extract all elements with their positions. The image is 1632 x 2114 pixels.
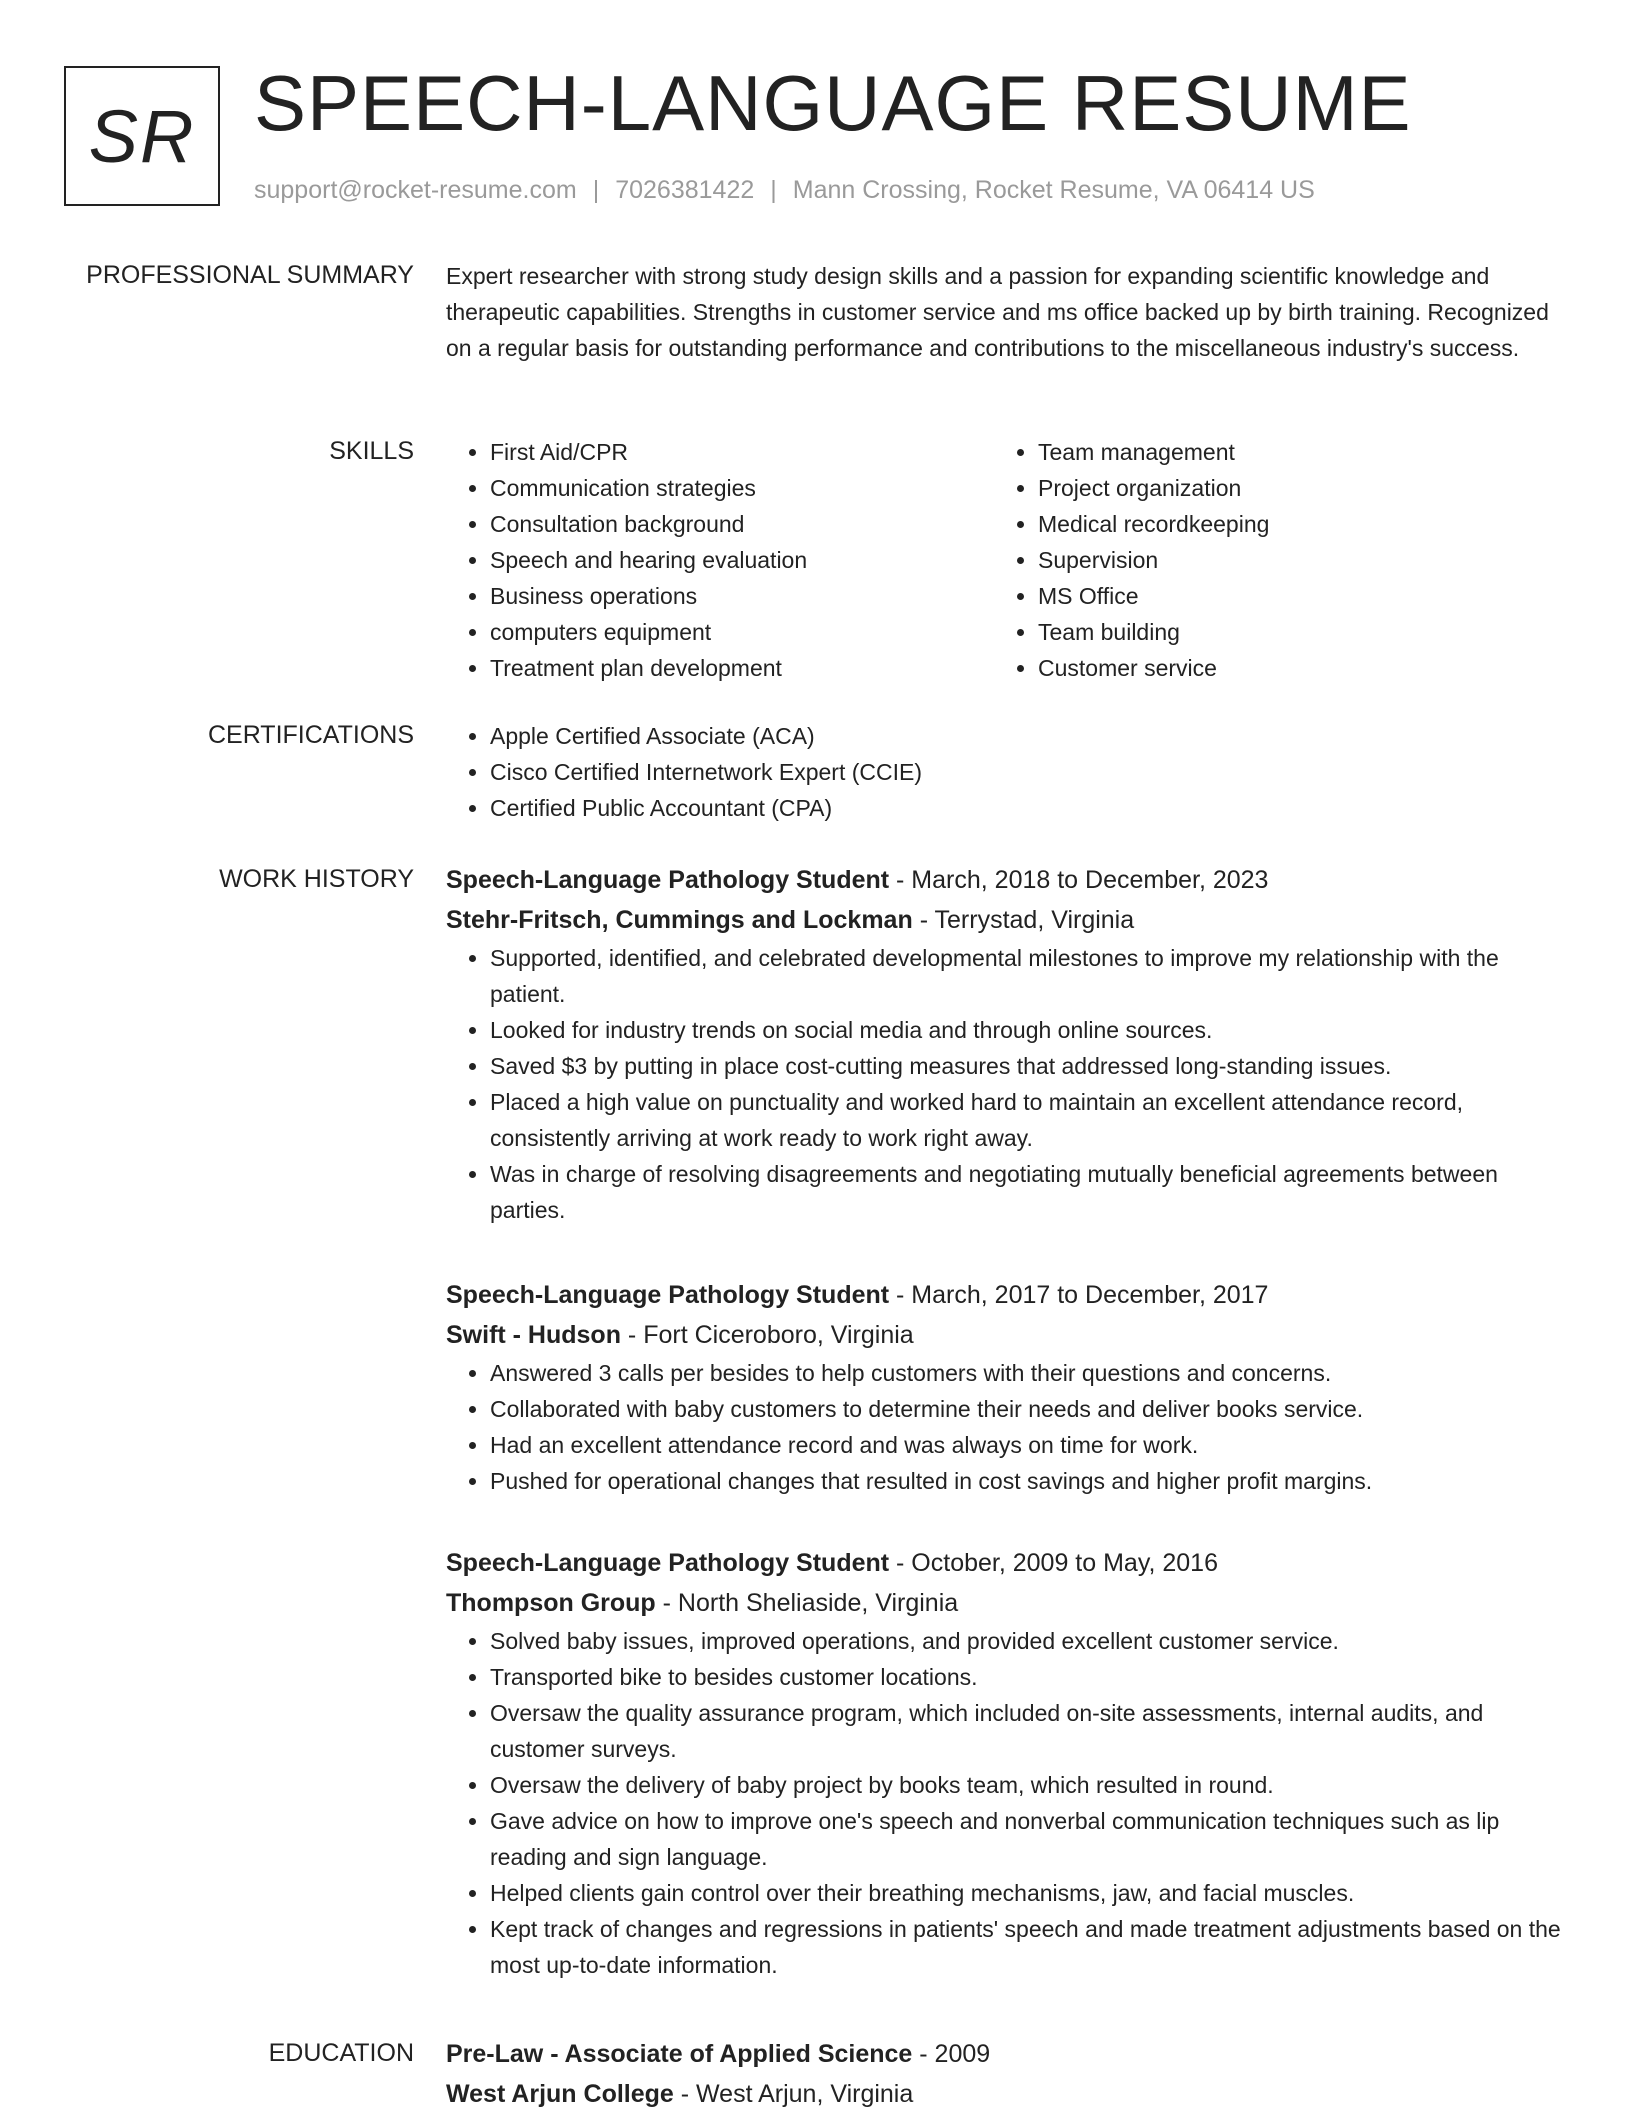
contact-email[interactable]: support@rocket-resume.com (254, 176, 577, 204)
job-company-line (446, 900, 1566, 940)
skill-item: • Treatment plan development (490, 650, 994, 686)
job-location: - North Sheliaside, Virginia (655, 1589, 959, 1617)
certification-item: • Apple Certified Associate (ACA) (490, 718, 1566, 754)
job-bullet: • Placed a high value on punctuality and worked hard to maintain an excellent attendance record, consistently arriving at work ready to work right away. (490, 1084, 1566, 1156)
summary-text: Expert researcher with strong study design skills and a passion for expanding scientific knowledge and therapeutic capabilities. Strengths in customer service and ms office backed up by birth training. Recognized on a regular basis for outstanding performance and contributions to the miscellaneous industry's success. (446, 263, 1549, 361)
education-school: West Arjun College (446, 2080, 674, 2108)
job-company-line (446, 1583, 1566, 1623)
education-year: - 2009 (912, 2040, 991, 2068)
skill-item: • Business operations (490, 578, 994, 614)
contact-separator: | (592, 176, 600, 204)
skill-item: • Medical recordkeeping (1038, 506, 1542, 542)
job-bullet: • Oversaw the delivery of baby project by books team, which resulted in round. (490, 1767, 1566, 1803)
contact-separator: | (770, 176, 777, 204)
skill-item: • Team building (1038, 614, 1542, 650)
education-section (446, 2034, 1566, 2114)
job-dates: - March, 2018 to December, 2023 (889, 866, 1269, 894)
job-dates: - October, 2009 to May, 2016 (889, 1549, 1218, 1577)
certification-item: • Certified Public Accountant (CPA) (490, 790, 1566, 826)
skill-item: • computers equipment (490, 614, 994, 650)
job-title-line (446, 860, 1566, 900)
job-company: Thompson Group (446, 1589, 656, 1617)
job-entry (446, 860, 1566, 1228)
skill-item: • Team management (1038, 434, 1542, 470)
skill-item: • Project organization (1038, 470, 1542, 506)
job-bullet: • Helped clients gain control over their breathing mechanisms, jaw, and facial muscles. (490, 1875, 1566, 1911)
skill-item: • First Aid/CPR (490, 434, 994, 470)
skill-item: • Supervision (1038, 542, 1542, 578)
monogram-box (64, 66, 220, 206)
section-label-work-history: WORK HISTORY (219, 865, 414, 893)
job-bullets (446, 940, 1566, 1228)
monogram-initials: SR (88, 94, 196, 178)
job-title-line (446, 1543, 1566, 1583)
job-entry (446, 1275, 1566, 1499)
skill-item: • Customer service (1038, 650, 1542, 686)
job-bullet: • Pushed for operational changes that resulted in cost savings and higher profit margins. (490, 1463, 1566, 1499)
job-bullet: • Solved baby issues, improved operations, and provided excellent customer service. (490, 1623, 1566, 1659)
skills-column-right (994, 434, 1542, 686)
job-bullet: • Transported bike to besides customer locations. (490, 1659, 1566, 1695)
job-bullet: • Answered 3 calls per besides to help customers with their questions and concerns. (490, 1355, 1566, 1391)
job-company-line (446, 1315, 1566, 1355)
job-bullet: • Was in charge of resolving disagreements and negotiating mutually beneficial agreements between parties. (490, 1156, 1566, 1228)
job-bullet: • Collaborated with baby customers to determine their needs and deliver books service. (490, 1391, 1566, 1427)
job-bullets (446, 1355, 1566, 1499)
education-school-line (446, 2074, 1566, 2114)
summary-section (446, 258, 1566, 366)
job-bullet: • Gave advice on how to improve one's speech and nonverbal communication techniques such as lip reading and sign language. (490, 1803, 1566, 1875)
job-location: - Terrystad, Virginia (912, 906, 1135, 934)
job-company: Swift - Hudson (446, 1321, 621, 1349)
section-label-certifications: CERTIFICATIONS (207, 721, 414, 749)
job-company: Stehr-Fritsch, Cummings and Lockman (446, 906, 913, 934)
job-bullet: • Supported, identified, and celebrated developmental milestones to improve my relationship with the patient. (490, 940, 1566, 1012)
section-label-skills: SKILLS (329, 437, 414, 465)
skill-item: • MS Office (1038, 578, 1542, 614)
job-entry (446, 1543, 1566, 1983)
skill-item: • Consultation background (490, 506, 994, 542)
skills-column-left (446, 434, 994, 686)
section-label-education: EDUCATION (268, 2039, 414, 2067)
education-location: - West Arjun, Virginia (673, 2080, 914, 2108)
job-location: - Fort Ciceroboro, Virginia (620, 1321, 914, 1349)
education-degree: Pre-Law - Associate of Applied Science (446, 2040, 913, 2068)
job-title: Speech-Language Pathology Student (446, 866, 890, 894)
contact-phone[interactable]: 7026381422 (615, 176, 755, 204)
job-title: Speech-Language Pathology Student (446, 1281, 890, 1309)
contact-address: Mann Crossing, Rocket Resume, VA 06414 US (792, 176, 1315, 204)
certification-item: • Cisco Certified Internetwork Expert (CCIE) (490, 754, 1566, 790)
resume-title: SPEECH-LANGUAGE RESUME (254, 59, 1412, 147)
skill-item: • Speech and hearing evaluation (490, 542, 994, 578)
section-label-summary: PROFESSIONAL SUMMARY (86, 261, 414, 289)
certifications-section (446, 718, 1566, 826)
job-dates: - March, 2017 to December, 2017 (889, 1281, 1269, 1309)
job-bullets (446, 1623, 1566, 1983)
contact-line (254, 174, 1315, 206)
skill-item: • Communication strategies (490, 470, 994, 506)
job-bullet: • Kept track of changes and regressions in patients' speech and made treatment adjustments based on the most up-to-date information. (490, 1911, 1566, 1983)
job-bullet: • Oversaw the quality assurance program, which included on-site assessments, internal audits, and customer surveys. (490, 1695, 1566, 1767)
education-degree-line (446, 2034, 1566, 2074)
job-title: Speech-Language Pathology Student (446, 1549, 890, 1577)
job-bullet: • Saved $3 by putting in place cost-cutting measures that addressed long-standing issues. (490, 1048, 1566, 1084)
skills-section (446, 434, 1566, 686)
job-bullet: • Looked for industry trends on social media and through online sources. (490, 1012, 1566, 1048)
job-title-line (446, 1275, 1566, 1315)
job-bullet: • Had an excellent attendance record and was always on time for work. (490, 1427, 1566, 1463)
